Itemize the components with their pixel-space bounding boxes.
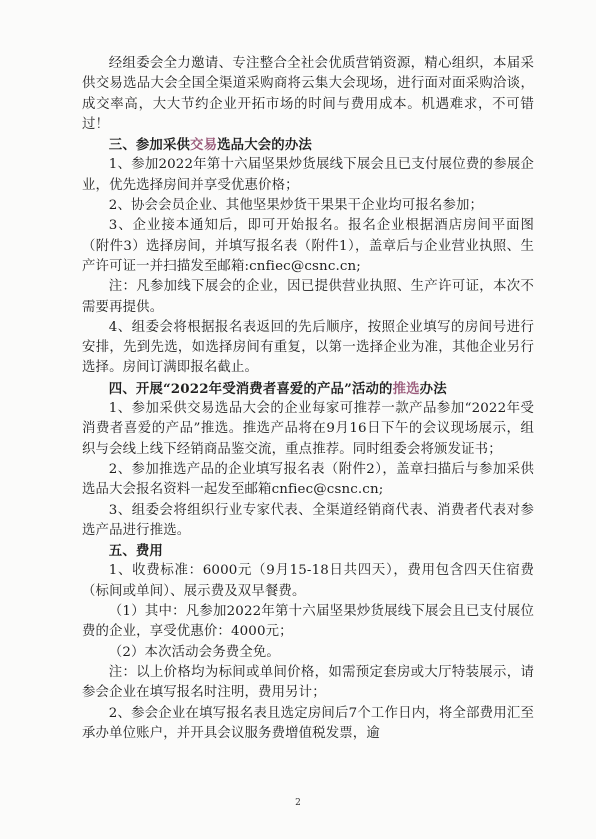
body-paragraph: 经组委会全力邀请、专注整合全社会优质营销资源，精心组织，本届采供交易选品大会全国全渠道采购商将云集大会现场，进行面对面采购洽谈，成交率高，大大节约企业开拓市场的时间与费用成本。机遇难求，不可错过！ <box>82 56 534 132</box>
section-heading <box>82 541 534 561</box>
heading-text: 选品大会的办法 <box>217 137 312 154</box>
body-paragraph: 1、参加2022年第十六届坚果炒货展线下展会且已支付展位费的参展企业，优先选择房间并享受优惠价格； <box>82 157 534 193</box>
page-number: 2 <box>295 798 301 808</box>
body-paragraph: 注：以上价格均为标间或单间价格，如需预定套房或大厅特装展示，请参会企业在填写报名时注明，费用另计； <box>82 664 534 701</box>
body-paragraph: 4、组委会将根据报名表返回的先后顺序，按照企业填写的房间号进行安排，先到先选，如选择房间有重复，以第一选择企业为准，其他企业另行选择。房间订满即报名截止。 <box>82 319 534 376</box>
heading-text: 四、开展“2022年受消费者喜爱的产品”活动的 <box>108 380 393 397</box>
body-paragraph: 1、参加采供交易选品大会的企业每家可推荐一款产品参加“2022年受消费者喜爱的产品”推选。推选产品将在9月16日下午的会议现场展示，组织与会线上线下经销商品鉴交流，重点推荐。同时组委会将颁发证书； <box>82 401 534 457</box>
body-paragraph: 3、组委会将组织行业专家代表、全渠道经销商代表、消费者代表对参选产品进行推选。 <box>82 502 534 538</box>
document-body <box>82 54 534 744</box>
section-heading <box>82 135 534 155</box>
heading-text: 办法 <box>419 380 447 397</box>
body-paragraph: 注：凡参加线下展会的企业，因已提供营业执照、生产许可证，本次不需要再提供。 <box>82 279 534 315</box>
body-paragraph: 1、收费标准：6000元（9月15-18日共四天），费用包含四天住宿费（标间或单间）、展示费及双早餐费。 <box>82 563 534 599</box>
body-paragraph: 3、企业接本通知后，即可开始报名。报名企业根据酒店房间平面图（附件3）选择房间，并填写报名表（附件1），盖章后与企业营业执照、生产许可证一并扫描发至邮箱:cnfiec@csnc.cn; <box>82 218 534 274</box>
heading-highlight-text: 交易 <box>190 137 218 154</box>
heading-text: 五、费用 <box>108 543 163 560</box>
section-heading <box>82 379 534 399</box>
heading-highlight-text: 推选 <box>392 380 420 397</box>
body-paragraph: （1）其中：凡参加2022年第十六届坚果炒货展线下展会且已支付展位费的企业，享受优惠价：4000元； <box>82 604 534 640</box>
body-paragraph: 2、参会企业在填写报名表且选定房间后7个工作日内，将全部费用汇至承办单位账户，并开具会议服务费增值税发票，逾 <box>82 705 534 741</box>
body-paragraph: （2）本次活动会务费全免。 <box>108 644 280 660</box>
body-paragraph: 2、参加推选产品的企业填写报名表（附件2），盖章扫描后与参加采供选品大会报名资料一起发至邮箱cnfiec@csnc.cn; <box>82 461 534 498</box>
body-paragraph: 2、协会会员企业、其他坚果炒货干果果干企业均可报名参加； <box>108 198 484 214</box>
heading-text: 三、参加采供 <box>108 137 191 154</box>
